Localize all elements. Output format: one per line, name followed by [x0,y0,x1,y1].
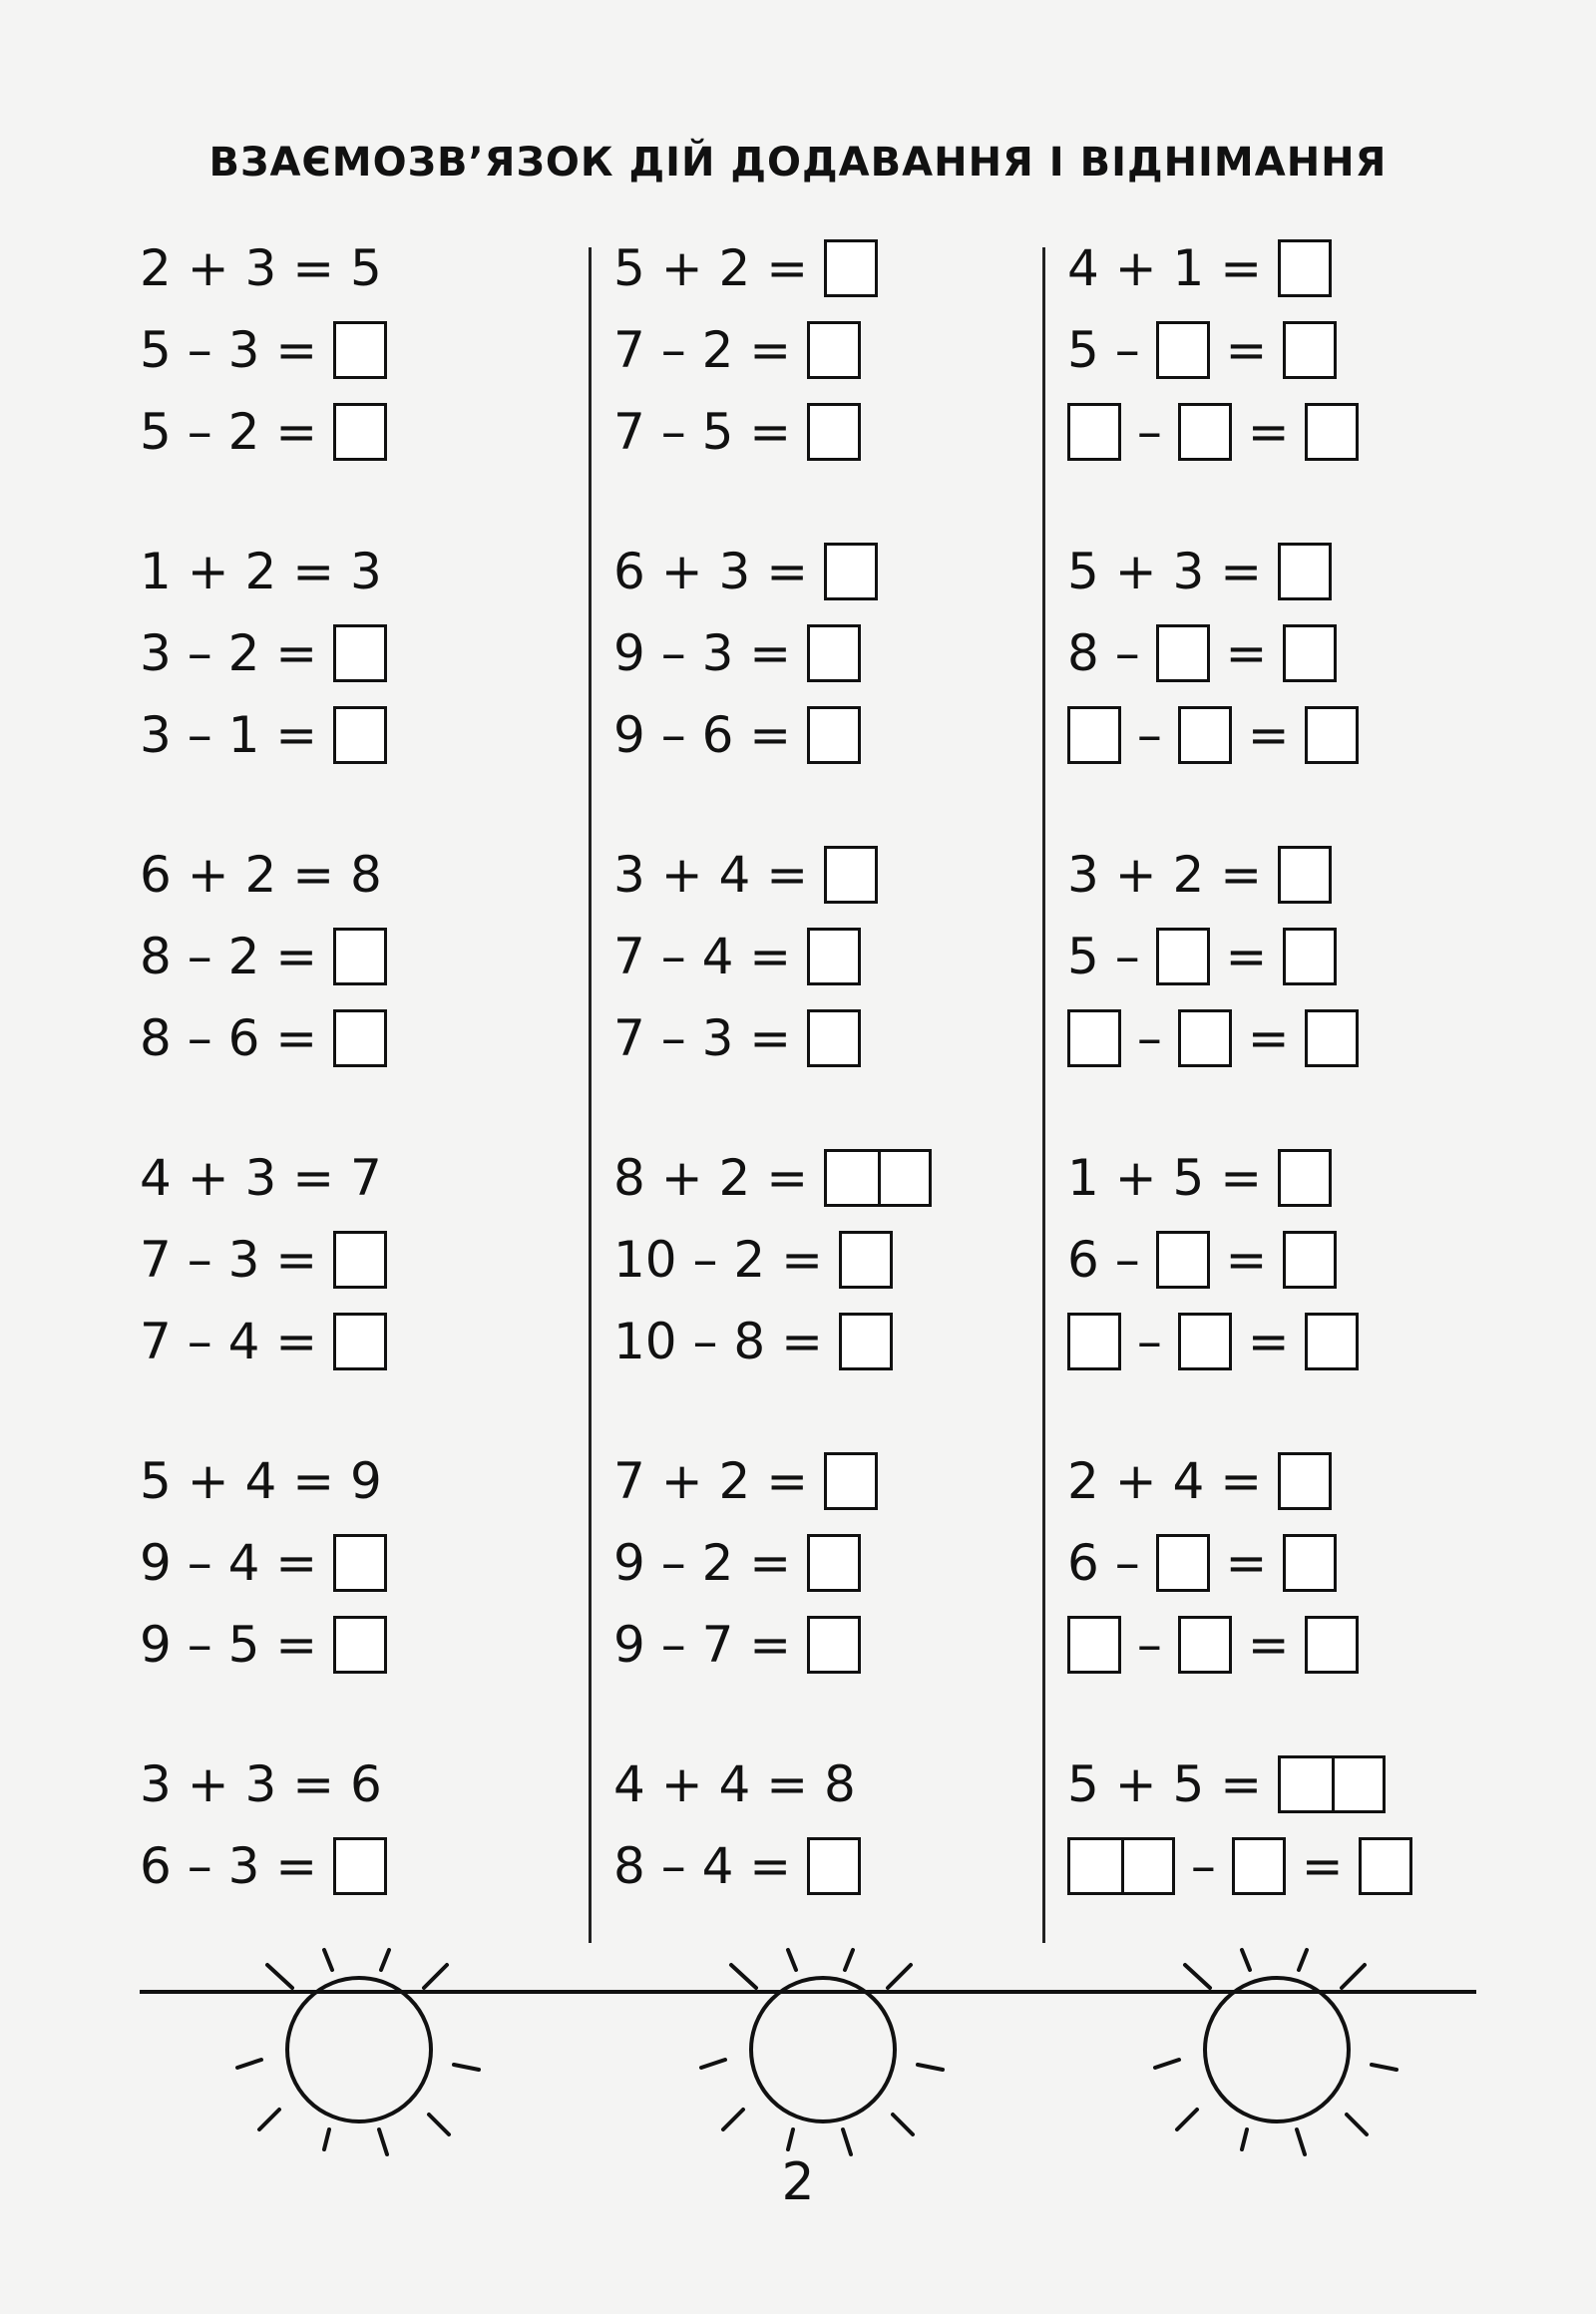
equation-text: 8 – 2 = [140,928,334,985]
answer-box[interactable] [1305,1009,1359,1067]
answer-box[interactable] [1156,321,1210,379]
answer-box[interactable] [1156,1534,1210,1592]
equation-text: 9 – 4 = [140,1534,334,1592]
equation-text: 9 – 2 = [613,1534,808,1592]
sun-icon [693,1940,953,2169]
answer-box[interactable] [1067,403,1121,461]
answer-box[interactable] [333,624,387,682]
equation [1067,531,1412,612]
equation-text: – [1121,1313,1178,1370]
answer-box[interactable] [1283,1534,1337,1592]
equation-text: 2 + 3 = 5 [140,239,382,297]
equation [140,309,387,391]
equation-text: 6 + 3 = [613,543,824,600]
answer-box[interactable] [333,1009,387,1067]
equation-text: = [1231,403,1306,461]
equation [1067,694,1412,776]
equation-text: 6 – [1067,1534,1156,1592]
exercise-group [613,227,932,531]
answer-box[interactable] [824,1149,932,1207]
answer-box[interactable] [1305,1616,1359,1674]
equation [613,391,932,473]
equation [1067,612,1412,694]
equation [613,834,932,916]
equation-text: 3 + 3 = 6 [140,1755,382,1813]
equation-text: 9 – 7 = [613,1616,808,1674]
equation-text: 7 – 3 = [140,1231,334,1289]
equation [1067,1440,1412,1522]
answer-box[interactable] [1278,846,1332,904]
equation-text: = [1209,1534,1284,1592]
equation [613,531,932,612]
answer-box[interactable] [807,1009,861,1067]
equation [613,997,932,1079]
equation [140,1440,387,1522]
exercise-group [140,227,387,531]
equation-text: – [1121,1616,1178,1674]
exercise-group [613,531,932,834]
equation [140,1743,387,1825]
answer-box[interactable] [333,1837,387,1895]
equation [1067,1522,1412,1604]
equation [613,309,932,391]
equation-text: 5 – [1067,928,1156,985]
equation-text: 2 + 4 = [1067,1452,1278,1510]
equation-text: 3 – 1 = [140,706,334,764]
equation [613,1743,932,1825]
equation [613,1825,932,1907]
equation [140,612,387,694]
sun-icon [1147,1940,1406,2169]
equation-text: 7 – 3 = [613,1009,808,1067]
answer-box[interactable] [1278,543,1332,600]
equation-text: = [1209,1231,1284,1289]
answer-box[interactable] [333,928,387,985]
answer-box[interactable] [1067,706,1121,764]
equation [613,612,932,694]
answer-box[interactable] [333,1616,387,1674]
equation-text: 5 + 4 = 9 [140,1452,382,1510]
exercise-group [1067,1440,1412,1743]
equation [1067,916,1412,997]
answer-box[interactable] [333,1313,387,1370]
answer-box[interactable] [1305,706,1359,764]
exercise-group [613,1137,932,1440]
equation [613,1137,932,1219]
answer-box[interactable] [1278,1452,1332,1510]
answer-box[interactable] [1232,1837,1286,1895]
equation-text: = [1231,706,1306,764]
equation-text: 4 + 4 = 8 [613,1755,856,1813]
equation-text: 5 + 2 = [613,239,824,297]
equation-text: 5 + 5 = [1067,1755,1278,1813]
exercise-group [1067,834,1412,1137]
equation-text: 3 – 2 = [140,624,334,682]
equation [613,227,932,309]
answer-box[interactable] [1283,321,1337,379]
answer-box[interactable] [807,321,861,379]
equation [1067,1743,1412,1825]
equation-text: = [1209,624,1284,682]
answer-box[interactable] [824,846,878,904]
equation-text: 9 – 5 = [140,1616,334,1674]
answer-box[interactable] [1178,403,1232,461]
equation [613,1440,932,1522]
equation [613,916,932,997]
equation [613,1301,932,1382]
equation-text: = [1209,321,1284,379]
answer-box[interactable] [333,1231,387,1289]
exercise-group [140,1137,387,1440]
equation-text: – [1121,403,1178,461]
equation [1067,1604,1412,1686]
equation-text: 1 + 5 = [1067,1149,1278,1207]
equation [140,1137,387,1219]
exercise-column-2 [613,227,932,2047]
equation-text: 10 – 2 = [613,1231,839,1289]
answer-box[interactable] [1178,1616,1232,1674]
equation-text: 5 – 3 = [140,321,334,379]
answer-box[interactable] [333,706,387,764]
equation [1067,997,1412,1079]
answer-box[interactable] [1283,1231,1337,1289]
equation-text: 6 – [1067,1231,1156,1289]
equation-text: 9 – 6 = [613,706,808,764]
page-title: ВЗАЄМОЗВ’ЯЗОК ДІЙ ДОДАВАННЯ І ВІДНІМАННЯ [208,140,1388,186]
equation-text: 8 – 4 = [613,1837,808,1895]
column-divider [1042,247,1045,1943]
equation [140,1219,387,1301]
equation-text: 4 + 1 = [1067,239,1278,297]
column-divider [589,247,592,1943]
answer-box[interactable] [1178,1313,1232,1370]
equation-text: – [1121,706,1178,764]
page-number: 2 [781,2152,815,2212]
answer-box[interactable] [824,1452,878,1510]
equation-text: = [1231,1616,1306,1674]
equation-text: 7 – 4 = [613,928,808,985]
exercise-group [1067,1137,1412,1440]
equation [613,694,932,776]
equation-text: 9 – 3 = [613,624,808,682]
equation-text: 6 + 2 = 8 [140,846,382,904]
exercise-group [613,1440,932,1743]
exercise-group [140,531,387,834]
exercise-group [613,834,932,1137]
answer-box[interactable] [807,928,861,985]
answer-box[interactable] [807,1616,861,1674]
equation [140,227,387,309]
equation [1067,1219,1412,1301]
answer-box[interactable] [1278,1149,1332,1207]
answer-box[interactable] [839,1313,893,1370]
answer-box[interactable] [1283,624,1337,682]
equation-text: 7 – 4 = [140,1313,334,1370]
answer-box[interactable] [1067,1837,1175,1895]
equation [1067,227,1412,309]
equation [1067,1825,1412,1907]
sun-icon [229,1940,489,2169]
equation-text: 8 – 6 = [140,1009,334,1067]
answer-box[interactable] [824,543,878,600]
answer-box[interactable] [839,1231,893,1289]
equation [613,1522,932,1604]
answer-box[interactable] [1067,1313,1121,1370]
equation [140,916,387,997]
exercise-column-1 [140,227,387,2047]
answer-box[interactable] [807,1534,861,1592]
equation-text: – [1175,1837,1232,1895]
equation-text: 5 + 3 = [1067,543,1278,600]
answer-box[interactable] [807,624,861,682]
equation-text: 7 – 5 = [613,403,808,461]
equation [140,997,387,1079]
answer-box[interactable] [1067,1009,1121,1067]
equation-text: 3 + 2 = [1067,846,1278,904]
answer-box[interactable] [807,403,861,461]
equation-text: 8 + 2 = [613,1149,824,1207]
answer-box[interactable] [333,403,387,461]
answer-box[interactable] [1156,1231,1210,1289]
answer-box[interactable] [824,239,878,297]
answer-box[interactable] [1305,403,1359,461]
equation [140,1522,387,1604]
equation-text: 5 – 2 = [140,403,334,461]
equation-text: 1 + 2 = 3 [140,543,382,600]
equation-text: 7 – 2 = [613,321,808,379]
exercise-column-3 [1067,227,1412,2047]
equation-text: 5 – [1067,321,1156,379]
answer-box[interactable] [1278,239,1332,297]
answer-box[interactable] [1305,1313,1359,1370]
equation [140,834,387,916]
equation [613,1604,932,1686]
equation-text: = [1231,1009,1306,1067]
exercise-group [1067,531,1412,834]
exercise-group [1067,227,1412,531]
equation-text: 10 – 8 = [613,1313,839,1370]
answer-box[interactable] [333,1534,387,1592]
answer-box[interactable] [1359,1837,1412,1895]
answer-box[interactable] [1178,706,1232,764]
equation-text: = [1285,1837,1360,1895]
answer-box[interactable] [1156,928,1210,985]
equation-text: 3 + 4 = [613,846,824,904]
equation [1067,1137,1412,1219]
equation [140,391,387,473]
equation-text: = [1231,1313,1306,1370]
equation [140,694,387,776]
equation-text: 6 – 3 = [140,1837,334,1895]
answer-box[interactable] [1178,1009,1232,1067]
equation [613,1219,932,1301]
answer-box[interactable] [333,321,387,379]
exercise-group [140,1440,387,1743]
equation [140,1301,387,1382]
equation-text: 8 – [1067,624,1156,682]
equation [140,531,387,612]
answer-box[interactable] [807,1837,861,1895]
equation-text: 7 + 2 = [613,1452,824,1510]
answer-box[interactable] [1067,1616,1121,1674]
answer-box[interactable] [1278,1755,1386,1813]
equation [1067,834,1412,916]
answer-box[interactable] [1283,928,1337,985]
equation [140,1825,387,1907]
exercise-group [140,834,387,1137]
equation [140,1604,387,1686]
equation-text: = [1209,928,1284,985]
equation [1067,391,1412,473]
answer-box[interactable] [1156,624,1210,682]
answer-box[interactable] [807,706,861,764]
equation-text: 4 + 3 = 7 [140,1149,382,1207]
equation [1067,309,1412,391]
equation [1067,1301,1412,1382]
equation-text: – [1121,1009,1178,1067]
